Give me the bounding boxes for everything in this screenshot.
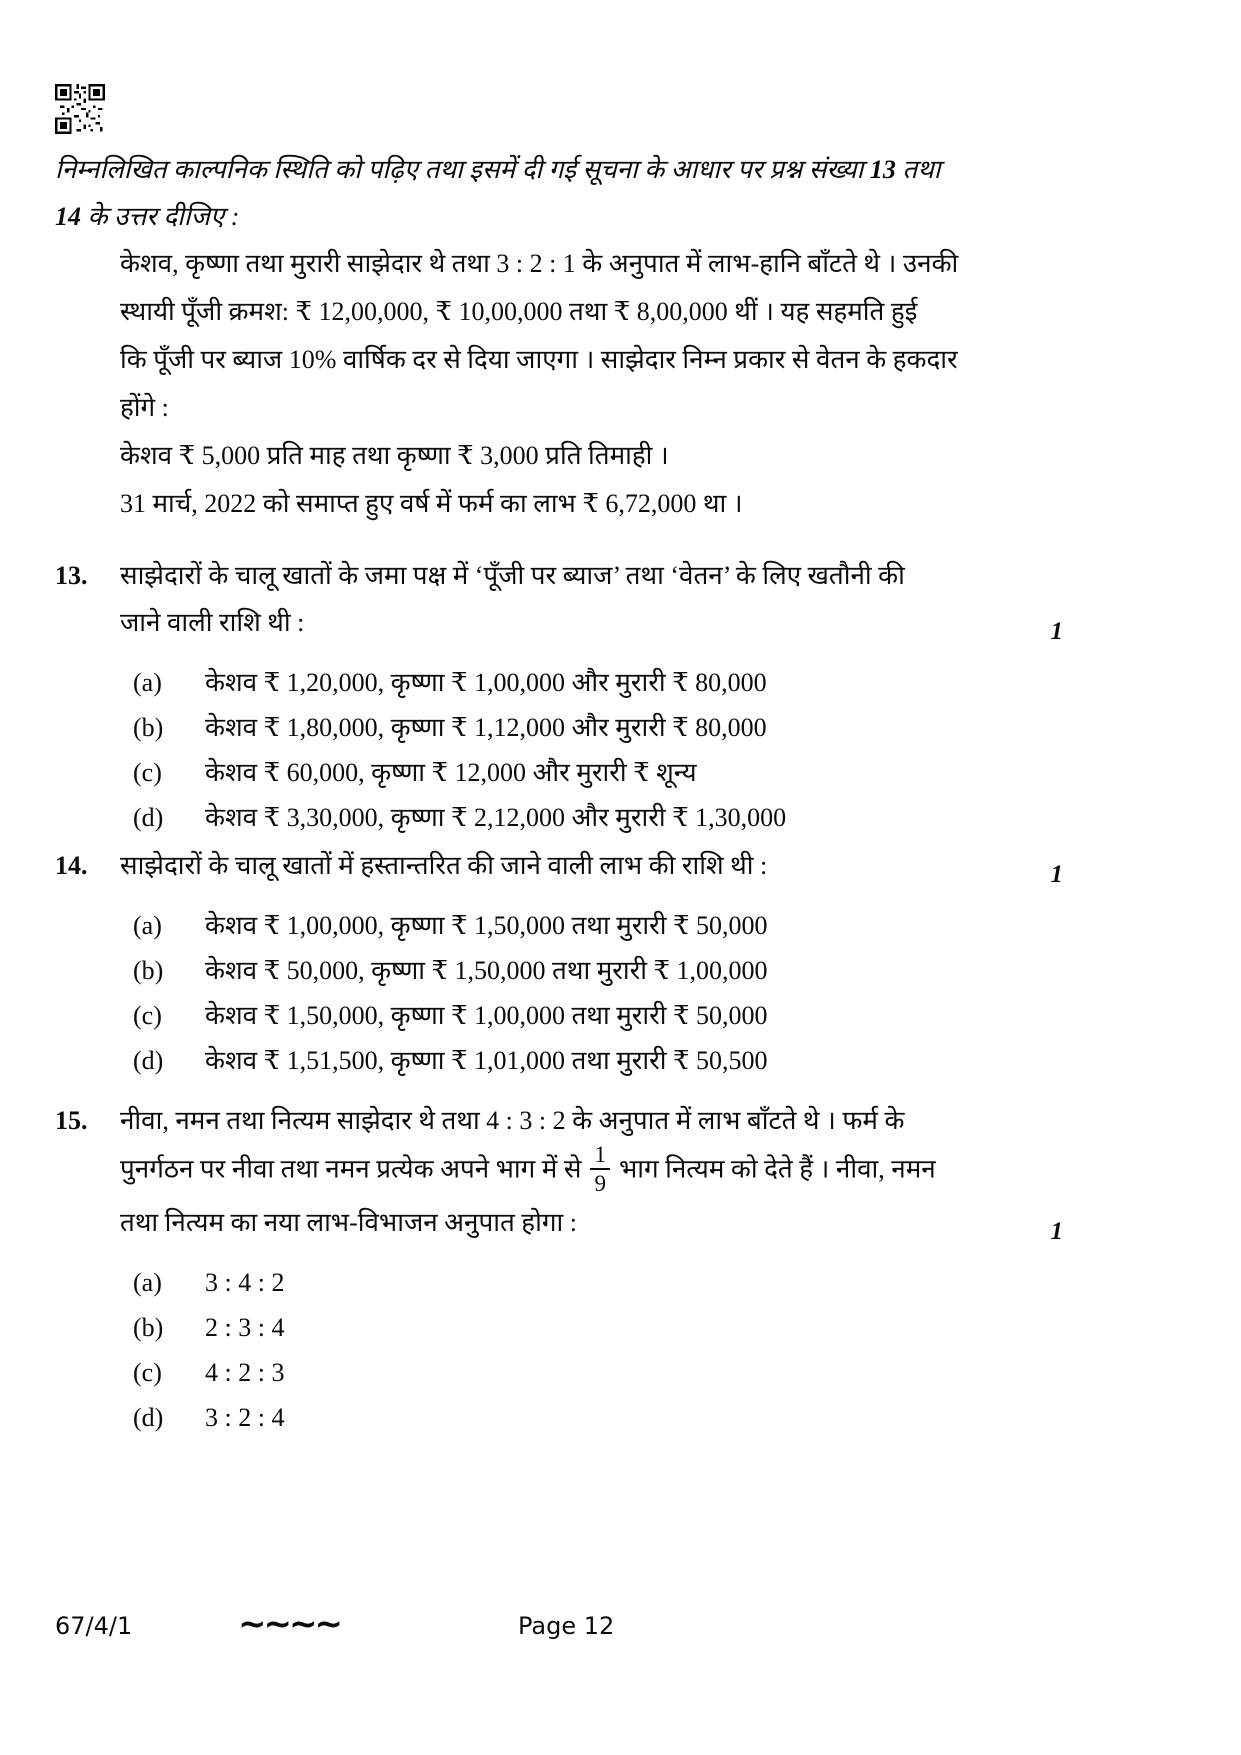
- option-row: [55, 1038, 1065, 1083]
- fraction-numerator: 1: [590, 1142, 610, 1170]
- fraction-one-ninth: [590, 1142, 610, 1197]
- option-text: 3 : 4 : 2: [205, 1267, 285, 1297]
- page-number: Page 12: [518, 1612, 615, 1640]
- question-text: [120, 552, 1065, 646]
- question-text-line: साझेदारों के चालू खातों के जमा पक्ष में ‘पूँजी पर ब्याज’ तथा ‘वेतन’ के लिए खतौनी की: [120, 561, 905, 590]
- qr-code: [55, 84, 105, 134]
- squiggle-separator: ~~~~: [238, 1604, 340, 1644]
- question-13: [55, 552, 1065, 840]
- option-text: केशव ₹ 50,000, कृष्णा ₹ 1,50,000 तथा मुरारी ₹ 1,00,000: [205, 956, 768, 985]
- option-row: [55, 1260, 1065, 1305]
- option-text: 4 : 2 : 3: [205, 1357, 285, 1387]
- option-row: [55, 795, 1065, 840]
- case-study-passage: [120, 240, 1050, 528]
- option-label: (d): [133, 1046, 164, 1075]
- option-text: 3 : 2 : 4: [205, 1402, 285, 1432]
- option-text: केशव ₹ 1,00,000, कृष्णा ₹ 1,50,000 तथा मुरारी ₹ 50,000: [205, 911, 768, 940]
- question-text: [120, 1097, 1065, 1246]
- marks-value: 1: [1050, 618, 1063, 645]
- option-label: (d): [133, 803, 164, 832]
- option-row: [55, 1350, 1065, 1395]
- intro-line-2: 14 के उत्तर दीजिए :: [55, 202, 240, 231]
- option-text: केशव ₹ 60,000, कृष्णा ₹ 12,000 और मुरारी ₹ शून्य: [205, 758, 697, 787]
- question-15: [55, 1097, 1065, 1440]
- question-text-line: तथा नित्यम का नया लाभ-विभाजन अनुपात होगा :: [120, 1207, 577, 1237]
- option-text: केशव ₹ 1,51,500, कृष्णा ₹ 1,01,000 तथा मुरारी ₹ 50,500: [205, 1046, 768, 1075]
- options-list: [55, 660, 1065, 840]
- passage-line: होंगे :: [120, 393, 169, 422]
- passage-line: कि पूँजी पर ब्याज 10% वार्षिक दर से दिया जाएगा । साझेदार निम्न प्रकार से वेतन के हकदार: [120, 345, 958, 374]
- fraction-denominator: 9: [594, 1171, 606, 1197]
- option-row: [55, 660, 1065, 705]
- intro-instruction: [55, 146, 1045, 240]
- option-text: केशव ₹ 1,80,000, कृष्णा ₹ 1,12,000 और मुरारी ₹ 80,000: [205, 713, 767, 742]
- option-label: (a): [133, 668, 162, 697]
- option-label: (a): [133, 1267, 162, 1297]
- paper-code: 67/4/1: [55, 1612, 133, 1640]
- option-label: (a): [133, 911, 162, 940]
- intro-line-1: निम्नलिखित काल्पनिक स्थिति को पढ़िए तथा इसमें दी गई सूचना के आधार पर प्रश्न संख्या 13 तथा: [55, 155, 941, 184]
- option-row: [55, 1395, 1065, 1440]
- option-text: केशव ₹ 3,30,000, कृष्णा ₹ 2,12,000 और मुरारी ₹ 1,30,000: [205, 803, 787, 832]
- option-text: केशव ₹ 1,50,000, कृष्णा ₹ 1,00,000 तथा मुरारी ₹ 50,000: [205, 1001, 768, 1030]
- question-number: 13.: [55, 561, 88, 590]
- question-number: 15.: [55, 1106, 88, 1135]
- passage-line: 31 मार्च, 2022 को समाप्त हुए वर्ष में फर्म का लाभ ₹ 6,72,000 था ।: [120, 489, 743, 518]
- option-row: [55, 993, 1065, 1038]
- option-label: (d): [133, 1402, 164, 1432]
- passage-line: केशव, कृष्णा तथा मुरारी साझेदार थे तथा 3 : 2 : 1 के अनुपात में लाभ-हानि बाँटते थे । उनकी: [120, 249, 959, 278]
- passage-line: केशव ₹ 5,000 प्रति माह तथा कृष्णा ₹ 3,000 प्रति तिमाही ।: [120, 441, 669, 470]
- question-text-line: नीवा, नमन तथा नित्यम साझेदार थे तथा 4 : 3 : 2 के अनुपात में लाभ बाँटते थे । फर्म के: [120, 1106, 905, 1135]
- question-number: 14.: [55, 851, 88, 880]
- option-row: [55, 750, 1065, 795]
- option-row: [55, 903, 1065, 948]
- passage-line: स्थायी पूँजी क्रमश: ₹ 12,00,000, ₹ 10,00,000 तथा ₹ 8,00,000 थीं । यह सहमति हुई: [120, 297, 918, 326]
- marks-value: 1: [1050, 1217, 1063, 1245]
- option-label: (c): [133, 1357, 162, 1387]
- question-14: [55, 842, 1065, 1083]
- option-label: (b): [133, 1312, 164, 1342]
- option-label: (b): [133, 713, 164, 742]
- option-row: [55, 948, 1065, 993]
- option-label: (b): [133, 956, 164, 985]
- option-text: केशव ₹ 1,20,000, कृष्णा ₹ 1,00,000 और मुरारी ₹ 80,000: [205, 668, 767, 697]
- options-list: [55, 1260, 1065, 1440]
- option-label: (c): [133, 758, 162, 787]
- option-label: (c): [133, 1001, 162, 1030]
- options-list: [55, 903, 1065, 1083]
- option-row: [55, 1305, 1065, 1350]
- question-text: [120, 842, 1065, 889]
- page-footer: [0, 1604, 1241, 1652]
- question-text-line: जाने वाली राशि थी :: [120, 608, 305, 637]
- marks-value: 1: [1050, 861, 1063, 888]
- option-text: 2 : 3 : 4: [205, 1312, 285, 1342]
- question-text-line: साझेदारों के चालू खातों में हस्तान्तरित की जाने वाली लाभ की राशि थी :: [120, 851, 768, 880]
- question-text-line: पुनर्गठन पर नीवा तथा नमन प्रत्येक अपने भाग में से $\frac{1}{9}$ भाग नित्यम को देते हैं । नीवा, नमन: [120, 1142, 936, 1197]
- option-row: [55, 705, 1065, 750]
